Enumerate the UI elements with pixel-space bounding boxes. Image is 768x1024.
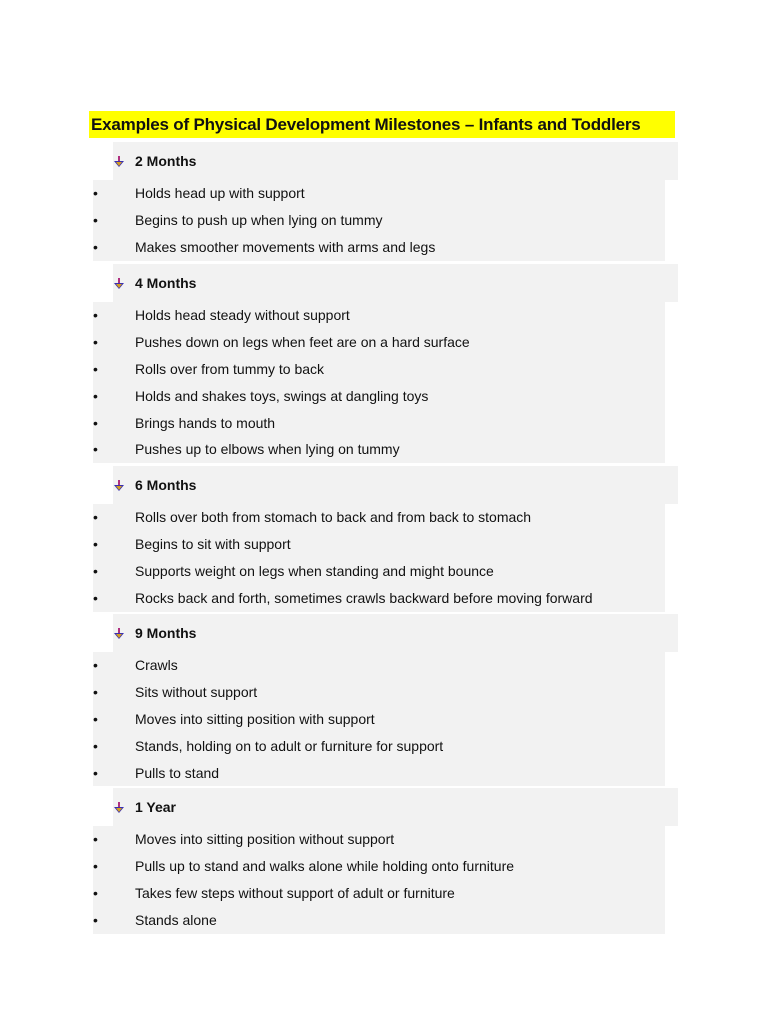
section-heading-label: 2 Months — [135, 153, 197, 169]
bullet: • — [93, 387, 98, 404]
milestone-section — [93, 264, 678, 463]
list-item: • Rocks back and forth, sometimes crawls backward before moving forward — [93, 585, 665, 612]
bullet: • — [93, 764, 98, 781]
list-item: • Makes smoother movements with arms and legs — [93, 234, 665, 261]
list-item: • Rolls over both from stomach to back and from back to stomach — [93, 504, 665, 531]
list-item: • Holds head up with support — [93, 180, 665, 207]
arrow-down-icon — [113, 802, 125, 814]
milestone-section — [93, 788, 678, 934]
list-item: • Supports weight on legs when standing and might bounce — [93, 558, 665, 585]
bullet: • — [93, 831, 98, 847]
list-item: • Sits without support — [93, 679, 665, 706]
section-heading — [93, 466, 678, 504]
list-item: • Pulls to stand — [93, 760, 665, 787]
list-item: • Moves into sitting position without support — [93, 826, 665, 853]
bullet: • — [93, 683, 98, 700]
bullet: • — [93, 737, 98, 754]
milestone-list — [93, 826, 665, 934]
list-item: • Holds and shakes toys, swings at dangling toys — [93, 383, 665, 410]
bullet: • — [93, 657, 98, 673]
milestone-list — [93, 652, 665, 786]
list-item: • Stands alone — [93, 907, 665, 934]
bullet: • — [93, 857, 98, 874]
bullet: • — [93, 211, 98, 228]
bullet: • — [93, 911, 98, 928]
arrow-down-icon — [113, 480, 125, 492]
section-heading — [93, 264, 678, 302]
milestone-list — [93, 302, 665, 463]
milestone-section — [93, 614, 678, 786]
bullet: • — [93, 535, 98, 552]
section-heading-label: 9 Months — [135, 625, 197, 641]
list-item: • Pushes up to elbows when lying on tummy — [93, 436, 665, 463]
bullet: • — [93, 509, 98, 525]
arrow-down-icon — [113, 628, 125, 640]
list-item: • Brings hands to mouth — [93, 410, 665, 437]
bullet: • — [93, 589, 98, 606]
bullet: • — [93, 360, 98, 377]
arrow-down-icon — [113, 278, 125, 290]
document-title: Examples of Physical Development Milestones – Infants and Toddlers — [89, 111, 675, 138]
bullet: • — [93, 710, 98, 727]
bullet: • — [93, 307, 98, 323]
bullet: • — [93, 238, 98, 255]
bullet: • — [93, 185, 98, 201]
section-heading-label: 1 Year — [135, 799, 177, 815]
bullet: • — [93, 562, 98, 579]
milestone-section — [93, 142, 678, 261]
section-heading-label: 4 Months — [135, 275, 197, 291]
milestone-list — [93, 504, 665, 612]
list-item: • Takes few steps without support of adult or furniture — [93, 880, 665, 907]
list-item: • Moves into sitting position with support — [93, 706, 665, 733]
list-item: • Holds head steady without support — [93, 302, 665, 329]
list-item: • Begins to push up when lying on tummy — [93, 207, 665, 234]
section-heading — [93, 614, 678, 652]
bullet: • — [93, 333, 98, 350]
list-item: • Pushes down on legs when feet are on a hard surface — [93, 329, 665, 356]
list-item: • Crawls — [93, 652, 665, 679]
section-heading — [93, 142, 678, 180]
milestone-section — [93, 466, 678, 612]
section-heading — [93, 788, 678, 826]
arrow-down-icon — [113, 156, 125, 168]
list-item: • Rolls over from tummy to back — [93, 356, 665, 383]
milestone-list — [93, 180, 665, 261]
bullet: • — [93, 414, 98, 431]
list-item: • Stands, holding on to adult or furniture for support — [93, 733, 665, 760]
list-item: • Begins to sit with support — [93, 531, 665, 558]
section-heading-label: 6 Months — [135, 477, 197, 493]
bullet: • — [93, 884, 98, 901]
list-item: • Pulls up to stand and walks alone while holding onto furniture — [93, 853, 665, 880]
bullet: • — [93, 441, 98, 458]
